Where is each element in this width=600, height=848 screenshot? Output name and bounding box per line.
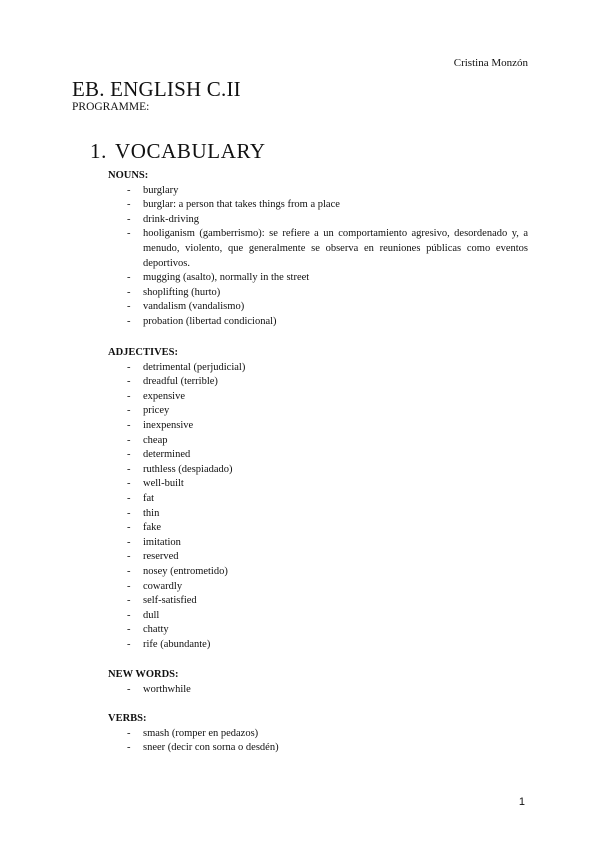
list-item: - fake [127, 522, 162, 534]
verbs-heading: VERBS: [108, 713, 147, 724]
list-item: - determined [127, 449, 191, 461]
document-subtitle: PROGRAMME: [72, 101, 150, 113]
list-item: - hooliganism (gamberrismo): se refiere a un comportamiento agresivo, desordenado y, a menudo, violento, que generalmente se observa en reuniones públicas como eventos deportivos. [127, 228, 528, 269]
list-item: - probation (libertad condicional) [127, 315, 277, 327]
list-item: - shoplifting (hurto) [127, 286, 221, 298]
list-item: - cowardly [127, 580, 183, 592]
list-item: - cheap [127, 434, 168, 446]
new-words-section [108, 668, 528, 697]
list-item: - sneer (decir con sorna o desdén) [127, 742, 279, 754]
list-item: - vandalism (vandalismo) [127, 301, 245, 313]
document-title: EB. ENGLISH C.II [72, 77, 241, 101]
nouns-section [108, 169, 528, 330]
adjectives-list [108, 361, 528, 653]
list-item: - imitation [127, 536, 181, 548]
list-item: - well-built [127, 478, 184, 490]
list-item: - self-satisfied [127, 595, 197, 607]
section-heading [90, 139, 266, 164]
list-item: - pricey [127, 405, 170, 417]
list-item: - inexpensive [127, 419, 194, 431]
list-item: - expensive [127, 390, 185, 402]
list-item: - fat [127, 492, 155, 504]
verbs-section [108, 712, 528, 756]
new-words-list [108, 683, 528, 698]
list-item: - burglary [127, 184, 179, 196]
page-number: 1 [518, 796, 525, 808]
verbs-list [108, 727, 528, 756]
author-name: Cristina Monzón [453, 57, 528, 69]
new-words-heading: NEW WORDS: [108, 669, 179, 680]
list-item: - rife (abundante) [127, 638, 211, 650]
list-item: - drink-driving [127, 213, 199, 225]
nouns-list [108, 184, 528, 330]
list-item: - detrimental (perjudicial) [127, 361, 246, 373]
list-item: - dull [127, 609, 160, 621]
list-item: - smash (romper en pedazos) [127, 727, 259, 739]
list-item: - mugging (asalto), normally in the street [127, 272, 310, 284]
list-item: - reserved [127, 551, 179, 563]
list-item: - worthwhile [127, 683, 191, 695]
adjectives-section [108, 346, 528, 652]
adjectives-heading: ADJECTIVES: [108, 347, 179, 358]
list-item: - nosey (entrometido) [127, 565, 228, 577]
section-title: VOCABULARY [115, 139, 266, 163]
list-item: - thin [127, 507, 160, 519]
list-item: - dreadful (terrible) [127, 376, 218, 388]
list-item: - ruthless (despiadado) [127, 463, 233, 475]
nouns-heading: NOUNS: [108, 170, 149, 181]
list-item: - chatty [127, 624, 169, 636]
list-item: - burglar: a person that takes things from a place [127, 199, 340, 211]
section-number: 1. [90, 139, 107, 163]
